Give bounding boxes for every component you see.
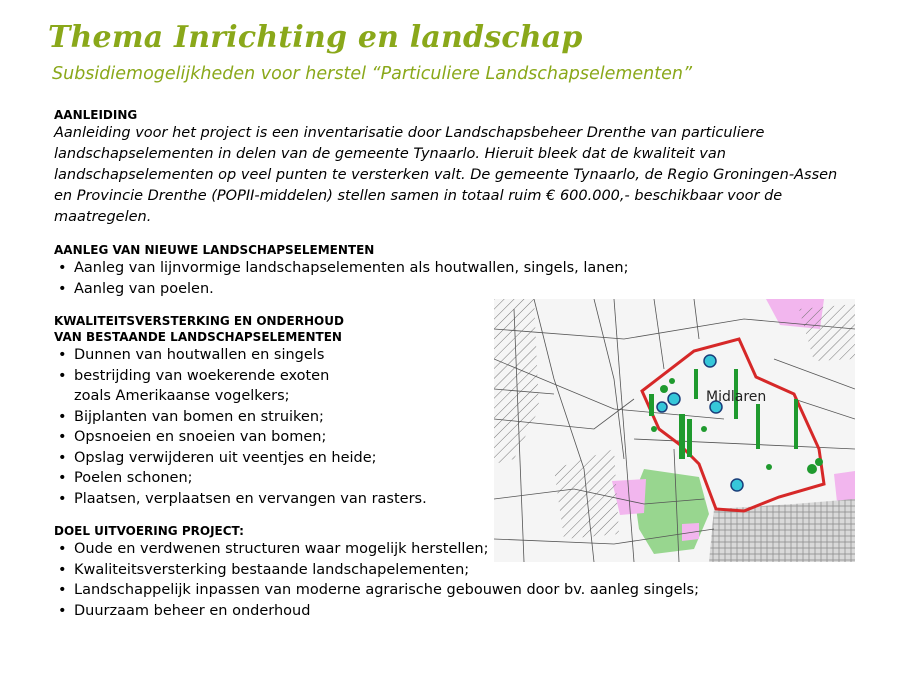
landscape-map — [494, 299, 855, 562]
map-svg — [494, 299, 855, 562]
list-item: • Aanleg van lijnvormige landschapselementen als houtwallen, singels, lanen; — [54, 258, 854, 279]
page-subtitle: Subsidiemogelijkheden voor herstel “Particuliere Landschapselementen” — [52, 64, 693, 84]
list-item-text: bestrijding van woekerende exoten — [74, 367, 330, 384]
list-item: • Duurzaam beheer en onderhoud — [54, 601, 854, 622]
list-item: • Aanleg van poelen. — [54, 279, 854, 300]
page-title: Thema Inrichting en landschap — [48, 20, 583, 55]
list-item: • Dunnen van houtwallen en singels — [54, 345, 854, 366]
list-item: • Opsnoeien en snoeien van bomen; — [54, 427, 854, 448]
aanleiding-heading: AANLEIDING — [54, 108, 138, 122]
list-item: • Oude en verdwenen structuren waar mogelijk herstellen; — [54, 539, 854, 560]
list-item: • Poelen schonen; — [54, 468, 854, 489]
kwaliteit-heading-line1: KWALITEITSVERSTERKING EN ONDERHOUD — [54, 314, 344, 328]
list-item: • Opslag verwijderen uit veentjes en heide; — [54, 448, 854, 469]
aanleg-list — [54, 258, 854, 299]
map-place-label: Midlaren — [706, 389, 767, 405]
list-item: • Bijplanten van bomen en struiken; — [54, 407, 854, 428]
aanleg-heading: AANLEG VAN NIEUWE LANDSCHAPSELEMENTEN — [54, 243, 375, 257]
list-item: • Landschappelijk inpassen van moderne agrarische gebouwen door bv. aanleg singels; — [54, 580, 854, 601]
doel-heading: DOEL UITVOERING PROJECT: — [54, 524, 244, 538]
list-item-continuation: zoals Amerikaanse vogelkers; — [74, 388, 290, 404]
list-item: • Kwaliteitsversterking bestaande landschapelementen; — [54, 560, 854, 581]
kwaliteit-heading-line2: VAN BESTAANDE LANDSCHAPSELEMENTEN — [54, 330, 342, 344]
built-area — [709, 499, 855, 562]
list-item: • Plaatsen, verplaatsen en vervangen van rasters. — [54, 489, 854, 510]
aanleiding-text: Aanleiding voor het project is een inventarisatie door Landschapsbeheer Drenthe van particuliere landschapselementen in delen van de gemeente Tynaarlo. Hieruit bleek dat de kwaliteit van landschapselementen op veel punten te versterken valt. De gemeente Tynaarlo, de Regio Groningen-Assen en Provincie Drenthe (POPII-middelen) stellen samen in totaal ruim € 600.000,- beschikbaar voor de maatregelen. — [54, 125, 838, 225]
